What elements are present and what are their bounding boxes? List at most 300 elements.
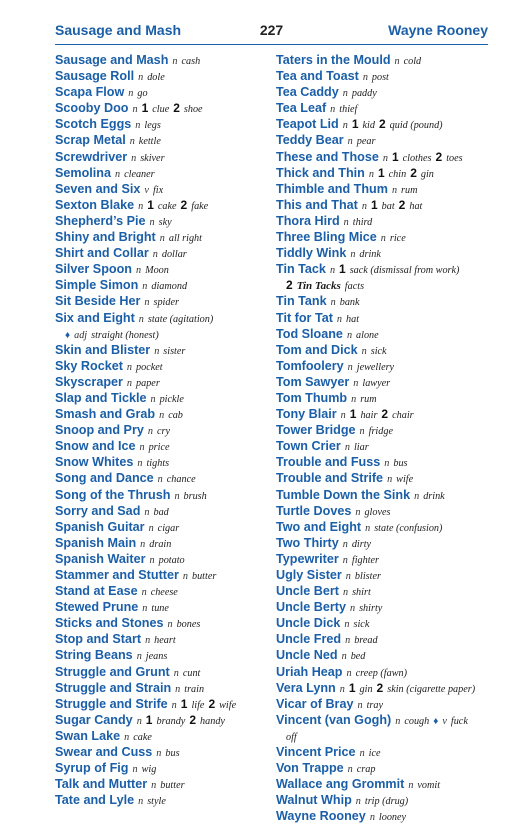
entry-term: Spanish Main (55, 535, 137, 550)
entry-term: Screwdriver (55, 149, 128, 164)
part-of-speech: n (138, 200, 144, 212)
part-of-speech: n (173, 667, 179, 679)
entry-definition: fix (152, 184, 164, 196)
entry-term: Uncle Fred (276, 632, 342, 647)
header-rule (55, 44, 488, 45)
entry-term: Stand at Ease (55, 584, 138, 599)
dictionary-entry (276, 375, 491, 391)
entry-definition: drain (149, 538, 172, 550)
entry-definition: facts (344, 281, 365, 293)
entry-definition: fridge (368, 426, 393, 438)
entry-definition: bad (153, 506, 169, 518)
entry-definition: clue (152, 104, 170, 116)
entry-definition: bat (381, 200, 395, 212)
entry-definition: dole (147, 72, 165, 84)
entry-term: Von Trappe (276, 761, 344, 776)
entry-definition: jewellery (356, 361, 395, 373)
entry-term: Struggle and Strife (55, 696, 168, 711)
part-of-speech: n (330, 297, 336, 309)
dictionary-entry (55, 777, 265, 793)
entry-definition: creep (fawn) (355, 667, 407, 679)
part-of-speech: n (347, 136, 353, 148)
entry-term: Struggle and Strain (55, 680, 172, 695)
entry-definition: gloves (364, 506, 391, 518)
entry-definition: ice (368, 748, 381, 760)
dictionary-entry (55, 246, 265, 262)
dictionary-entry (276, 761, 491, 777)
part-of-speech: n (346, 667, 352, 679)
entry-definition: lawyer (362, 377, 391, 389)
entry-definition: butter (191, 571, 217, 582)
entry-term: Trouble and Strife (276, 471, 384, 486)
entry-definition: dollar (161, 249, 187, 261)
dictionary-entry (55, 343, 265, 359)
part-of-speech: n (126, 361, 132, 373)
part-of-speech: n (357, 699, 363, 711)
part-of-speech: n (368, 168, 374, 180)
dictionary-entry (276, 311, 491, 327)
entry-definition: dirty (351, 538, 372, 550)
dictionary-entry (55, 182, 265, 198)
part-of-speech: n (350, 603, 356, 615)
dictionary-entry (55, 359, 265, 375)
entry-term: Two and Eight (276, 519, 362, 534)
entry-definition: sick (353, 619, 370, 631)
part-of-speech: n (132, 104, 138, 116)
dictionary-entry (55, 520, 265, 536)
sense-number: 1 (339, 262, 346, 277)
dictionary-entry (276, 53, 491, 69)
part-of-speech: n (395, 715, 401, 727)
dictionary-entry (55, 198, 265, 214)
part-of-speech: v (442, 715, 447, 727)
part-of-speech: n (137, 458, 143, 470)
entry-definition: bus (393, 458, 408, 470)
dictionary-entry (276, 471, 491, 487)
sense-number: 1 (351, 117, 359, 132)
dictionary-entry (55, 117, 265, 133)
entry-definition: spider (153, 297, 179, 309)
dictionary-entry (276, 697, 491, 713)
dictionary-entry (276, 69, 491, 85)
dictionary-entry (55, 568, 265, 584)
entry-term: Thick and Thin (276, 165, 365, 180)
entry-definition: sky (158, 216, 172, 228)
diamond-icon: ♦ (433, 715, 439, 727)
entry-definition: crap (356, 764, 376, 776)
dictionary-entry (55, 278, 265, 294)
part-of-speech: n (124, 731, 130, 743)
part-of-speech: n (342, 554, 348, 566)
part-of-speech: n (138, 796, 144, 808)
entry-term: String Beans (55, 648, 133, 663)
entry-definition: tune (151, 603, 169, 615)
entry-definition: legs (144, 120, 161, 132)
sense-number: 2 (381, 407, 389, 422)
dictionary-entry (276, 648, 491, 664)
part-of-speech: n (135, 265, 142, 277)
entry-term: Shepherd’s Pie (55, 213, 146, 228)
entry-term: Spanish Waiter (55, 551, 146, 566)
entry-term: Scooby Doo (55, 101, 129, 116)
entry-definition: chair (392, 410, 414, 422)
entry-term: Struggle and Grunt (55, 664, 170, 679)
part-of-speech: adj (74, 329, 88, 341)
entry-term: Vincent Price (276, 745, 356, 760)
dictionary-entry (55, 488, 265, 504)
entry-definition: shoe (183, 104, 203, 116)
dictionary-entry (55, 455, 265, 471)
entry-definition: wife (396, 474, 414, 486)
entry-subterm: Tin Tacks (296, 280, 341, 293)
part-of-speech: n (359, 748, 365, 760)
entry-term: Scrap Metal (55, 133, 126, 148)
part-of-speech: n (138, 72, 144, 84)
dictionary-entry (55, 294, 265, 310)
dictionary-entry (55, 681, 265, 697)
entry-term: Talk and Mutter (55, 777, 148, 792)
part-of-speech: n (384, 458, 390, 470)
part-of-speech: n (351, 393, 357, 405)
entry-definition: tights (146, 458, 170, 470)
part-of-speech: n (382, 152, 388, 164)
dictionary-entry (276, 214, 491, 230)
part-of-speech: n (182, 571, 188, 582)
dictionary-entry (55, 584, 265, 600)
dictionary-entry (276, 423, 491, 439)
entry-definition: cold (403, 56, 422, 67)
entry-definition: sister (163, 345, 186, 357)
entry-definition: fake (191, 200, 209, 212)
dictionary-entry (55, 552, 265, 568)
entry-term: Song of the Thrush (55, 487, 171, 502)
part-of-speech: n (126, 377, 133, 389)
entry-term: Tiddly Wink (276, 246, 347, 261)
page-number: 227 (259, 22, 284, 38)
entry-term: Trouble and Fuss (276, 455, 381, 470)
sense-number: 2 (189, 712, 197, 727)
entry-term: Spanish Guitar (55, 519, 145, 534)
part-of-speech: n (339, 683, 345, 695)
dictionary-entry (276, 182, 491, 198)
dictionary-entry (276, 713, 491, 729)
dictionary-entry (55, 745, 265, 761)
dictionary-entry (276, 488, 491, 504)
entry-term: Vincent (van Gogh) (276, 712, 392, 727)
entry-term: Sticks and Stones (55, 616, 164, 631)
part-of-speech: n (345, 571, 351, 582)
entry-definition: sack (dismissal from work) (349, 265, 460, 277)
entry-definition: rum (360, 393, 377, 405)
dictionary-entry (276, 246, 491, 262)
part-of-speech: n (361, 200, 367, 212)
dictionary-entry (276, 101, 491, 117)
entry-definition: trip (drug) (364, 796, 409, 808)
entry-definition: paddy (351, 88, 377, 100)
part-of-speech: n (365, 522, 371, 534)
dictionary-entry (55, 648, 265, 664)
sense-number: 1 (180, 696, 188, 711)
entry-definition: shirt (352, 587, 371, 599)
entry-term: Uncle Dick (276, 616, 341, 631)
entry-definition: cry (156, 426, 170, 438)
part-of-speech: n (361, 345, 367, 357)
part-of-speech: n (394, 56, 400, 67)
part-of-speech: n (132, 764, 138, 776)
dictionary-entry (55, 69, 265, 85)
entry-term: Sky Rocket (55, 358, 123, 373)
entry-definition: wig (141, 764, 157, 776)
dictionary-entry (276, 391, 491, 407)
entry-definition: fuck (450, 715, 468, 727)
dictionary-entry (55, 697, 265, 713)
part-of-speech: n (136, 715, 142, 727)
entry-term: Wallace ang Grommit (276, 777, 405, 792)
dictionary-entry (55, 262, 265, 278)
entry-term: Slap and Tickle (55, 390, 147, 405)
dictionary-entry (276, 407, 491, 423)
entry-definition: chance (166, 474, 196, 486)
part-of-speech: n (174, 490, 180, 502)
left-column (55, 53, 265, 809)
entry-definition: chin (388, 168, 407, 180)
part-of-speech: n (380, 233, 386, 245)
entry-definition: style (147, 796, 166, 808)
entry-definition: hair (360, 410, 378, 422)
sense-number: 2 (410, 165, 417, 180)
dictionary-entry (55, 391, 265, 407)
part-of-speech: n (336, 313, 342, 325)
part-of-speech: n (172, 56, 178, 67)
entry-term: Snoop and Pry (55, 423, 144, 438)
entry-definition: bus (165, 748, 180, 760)
part-of-speech: n (355, 796, 361, 808)
part-of-speech: n (152, 249, 158, 261)
entry-term: Tumble Down the Sink (276, 487, 411, 502)
entry-definition: skin (cigarette paper) (387, 683, 476, 695)
part-of-speech: n (362, 72, 368, 84)
entry-term: Stammer and Stutter (55, 568, 179, 582)
entry-term: Two Thirty (276, 535, 339, 550)
dictionary-entry (276, 359, 491, 375)
entry-definition: alone (356, 329, 379, 341)
entry-definition: blister (354, 571, 381, 582)
entry-definition: gin (359, 683, 373, 695)
part-of-speech: n (330, 104, 336, 116)
entry-term: Smash and Grab (55, 407, 156, 422)
dictionary-entry (276, 777, 491, 793)
entry-definition: rice (389, 233, 406, 245)
part-of-speech: n (167, 619, 173, 631)
entry-term: Vicar of Bray (276, 696, 354, 711)
dictionary-entry (276, 262, 491, 278)
entry-definition: thief (339, 104, 358, 116)
entry-term: This and That (276, 197, 358, 212)
part-of-speech: n (345, 635, 351, 647)
entry-term: Tony Blair (276, 407, 337, 422)
entry-definition: brandy (156, 715, 186, 727)
part-of-speech: n (142, 281, 148, 293)
entry-term: Scapa Flow (55, 85, 125, 100)
sense-number: 1 (141, 101, 149, 116)
right-column (276, 53, 491, 826)
part-of-speech: n (341, 651, 347, 663)
entry-definition: all right (168, 233, 202, 245)
entry-definition: diamond (151, 281, 188, 293)
entry-definition: liar (353, 442, 369, 454)
entry-definition: clothes (402, 152, 432, 164)
part-of-speech: n (147, 426, 153, 438)
entry-definition: cash (181, 56, 201, 67)
part-of-speech: n (350, 249, 356, 261)
entry-definition: quid (pound) (389, 120, 443, 132)
entry-term: Seven and Six (55, 181, 141, 196)
part-of-speech: n (347, 361, 353, 373)
part-of-speech: n (343, 587, 349, 599)
dictionary-entry (55, 632, 265, 648)
part-of-speech: n (156, 748, 162, 760)
part-of-speech: n (391, 184, 398, 196)
part-of-speech: n (144, 297, 150, 309)
dictionary-entry (55, 423, 265, 439)
part-of-speech: n (414, 490, 420, 502)
part-of-speech: n (150, 393, 156, 405)
entry-term: Taters in the Mould (276, 53, 391, 67)
part-of-speech: n (151, 780, 157, 792)
entry-term: Tea Leaf (276, 101, 327, 116)
part-of-speech: n (131, 152, 137, 164)
entry-term: Vera Lynn (276, 680, 336, 695)
part-of-speech: n (138, 313, 144, 325)
sense-number: 1 (370, 197, 378, 212)
dictionary-entry (55, 375, 265, 391)
part-of-speech: n (136, 651, 142, 663)
entry-definition: bread (354, 635, 378, 647)
entry-term: Tea Caddy (276, 85, 339, 100)
dictionary-entry (276, 681, 491, 697)
dictionary-entry (55, 133, 265, 149)
entry-continuation (276, 729, 491, 745)
entry-definition: potato (158, 554, 185, 566)
entry-term: Tea and Toast (276, 69, 359, 84)
entry-definition: sick (370, 345, 387, 357)
entry-term: Sexton Blake (55, 197, 135, 212)
dictionary-entry (276, 327, 491, 343)
part-of-speech: n (342, 120, 348, 132)
header-last-entry: Wayne Rooney (388, 22, 488, 38)
part-of-speech: n (355, 506, 361, 518)
entry-term: Uncle Bert (276, 584, 339, 599)
part-of-speech: n (344, 619, 350, 631)
entry-definition: go (137, 88, 148, 100)
entry-term: Tod Sloane (276, 326, 343, 341)
part-of-speech: n (346, 329, 353, 341)
entry-term: Song and Dance (55, 471, 154, 486)
dictionary-entry (55, 713, 265, 729)
entry-term: Thora Hird (276, 213, 340, 228)
sense-number: 2 (180, 197, 188, 212)
entry-definition: third (352, 216, 373, 228)
dictionary-entry (55, 214, 265, 230)
dictionary-entry (55, 504, 265, 520)
entry-definition: vomit (417, 780, 441, 792)
entry-term: Sausage and Mash (55, 53, 169, 67)
part-of-speech: n (129, 136, 135, 148)
entry-definition: hat (346, 313, 360, 325)
part-of-speech: n (342, 538, 348, 550)
part-of-speech: n (343, 216, 349, 228)
part-of-speech: n (139, 442, 145, 454)
part-of-speech: n (115, 168, 121, 180)
part-of-speech: n (369, 812, 375, 824)
entry-definition: handy (200, 715, 225, 727)
entry-term: Typewriter (276, 551, 339, 566)
entry-term: Uncle Berty (276, 600, 346, 615)
entry-definition: post (371, 72, 389, 84)
sense-number: 2 (286, 278, 293, 293)
dictionary-entry (276, 85, 491, 101)
entry-term: Sausage Roll (55, 69, 135, 84)
entry-term: Ugly Sister (276, 568, 342, 582)
part-of-speech: n (159, 233, 165, 245)
entry-term: Stop and Start (55, 632, 142, 647)
entry-term: Tomfoolery (276, 358, 344, 373)
entry-definition: tray (366, 699, 383, 711)
part-of-speech: n (329, 265, 336, 277)
entry-definition: cake (133, 731, 152, 743)
dictionary-entry (55, 761, 265, 777)
page-header (55, 22, 488, 42)
part-of-speech: n (140, 538, 146, 550)
entry-term: Uncle Ned (276, 648, 338, 663)
entry-term: Stewed Prune (55, 600, 139, 615)
entry-term: Uriah Heap (276, 664, 343, 679)
part-of-speech: v (144, 184, 149, 196)
part-of-speech: n (175, 683, 181, 695)
entry-definition: price (148, 442, 170, 454)
entry-definition: drink (359, 249, 381, 261)
entry-term: Thimble and Thum (276, 181, 388, 196)
entry-definition: cake (157, 200, 177, 212)
dictionary-entry (55, 85, 265, 101)
entry-term: Syrup of Fig (55, 761, 129, 776)
dictionary-entry (276, 809, 491, 825)
entry-definition: bank (339, 297, 360, 309)
entry-term: Semolina (55, 165, 111, 180)
dictionary-entry (55, 150, 265, 166)
entry-term: Sit Beside Her (55, 294, 141, 309)
entry-definition: bed (350, 651, 366, 663)
dictionary-entry (276, 632, 491, 648)
dictionary-entry (276, 117, 491, 133)
entry-definition: looney (378, 812, 407, 824)
entry-term: Wayne Rooney (276, 809, 366, 824)
part-of-speech: n (128, 88, 134, 100)
sense-number: 1 (145, 712, 153, 727)
sense-number: 1 (348, 680, 356, 695)
dictionary-entry (55, 793, 265, 809)
sense-number: 2 (378, 117, 386, 132)
entry-definition: fighter (351, 554, 380, 566)
entry-term: Tin Tack (276, 262, 326, 277)
sense-number: 1 (147, 197, 154, 212)
entry-continuation (276, 278, 491, 294)
entry-term: Tin Tank (276, 294, 327, 309)
dictionary-entry (55, 616, 265, 632)
entry-term: Sorry and Sad (55, 503, 141, 518)
dictionary-entry (276, 536, 491, 552)
entry-term: Tom and Dick (276, 342, 358, 357)
